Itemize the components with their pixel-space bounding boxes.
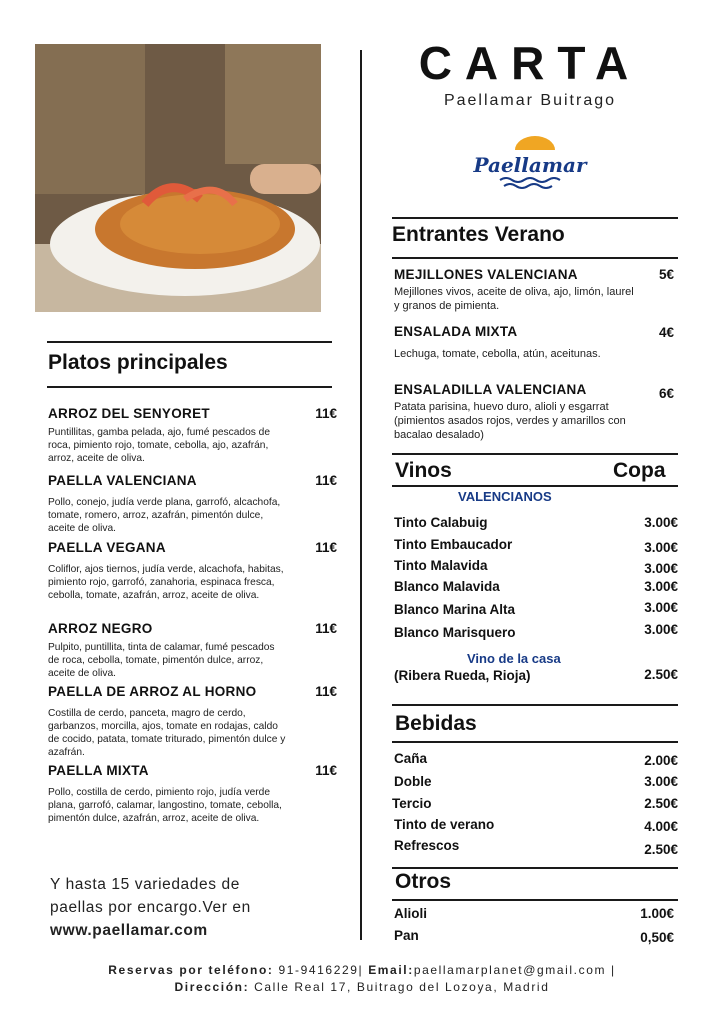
dish-description: Puntillitas, gamba pelada, ajo, fumé pescados de roca, pimiento rojo, tomate, cebolla, ajo, azafrán, arroz, aceite de oliva. [48,427,271,464]
address-label: Dirección: [174,980,250,994]
drink-name: Tercio [392,796,432,811]
starters-title: Entrantes Verano [392,223,565,246]
starters-rule-bottom [392,257,678,259]
wine-row [394,622,678,643]
house-wine-price: 2.50€ [644,667,678,682]
dish-name: ARROZ NEGRO [48,621,153,636]
house-wine-row [394,668,678,686]
main-section-rule-top [47,341,332,343]
drink-row [394,838,678,856]
paellamar-logo [470,128,590,194]
footer-contact-line [0,963,724,977]
wines-rule-bottom [392,485,678,487]
drinks-title: Bebidas [395,712,477,735]
dish-description: Pollo, conejo, judía verde plana, garrofó, alcachofa, tomate, romero, arroz, azafrán, pimentón dulce, aceite de oliva. [48,497,281,534]
menu-title: CARTA [418,37,642,89]
wine-name: Tinto Calabuig [394,515,488,530]
wine-price: 3.00€ [644,515,678,530]
dish-name: ARROZ DEL SENYORET [48,406,210,421]
drink-price: 3.00€ [644,774,678,789]
starters-rule-top [392,217,678,219]
drink-name: Refrescos [394,838,460,853]
main-section-rule-bottom [47,386,332,388]
drink-price: 2.50€ [644,796,678,811]
dish-description: Pollo, costilla de cerdo, pimiento rojo, judía verde plana, garrofó, calamar, langostino, tomate, cebolla, pimentón dulce, azafrán, arroz, aceite de oliva. [48,787,282,824]
drink-row [394,817,678,835]
dish-item [48,684,343,759]
drinks-rule-top [392,704,678,706]
dish-price: 11€ [315,540,337,555]
wine-price: 3.00€ [644,600,678,615]
starter-description: Mejillones vivos, aceite de oliva, ajo, limón, laurel y granos de pimienta. [394,286,634,312]
dish-description: Pulpito, puntillita, tinta de calamar, fumé pescados de roca, cebolla, tomate, pimentón dulce, arroz, aceite de oliva. [48,642,275,679]
dish-description: Coliflor, ajos tiernos, judía verde, alcachofa, habitas, pimiento rojo, garrofó, zanahoria, espinaca fresca, cebolla, tomate, azafrán, arroz, aceite de oliva. [48,564,284,601]
dish-name: PAELLA VEGANA [48,540,166,555]
dish-item [48,406,343,465]
restaurant-name: Paellamar Buitrago [443,92,617,109]
drink-row [394,751,678,769]
address-text: Calle Real 17, Buitrago del Lozoya, Madrid [254,980,550,994]
starter-description: Patata parisina, huevo duro, alioli y esgarrat (pimientos asados rojos, verdes y amarillos con bacalao desalado) [394,401,626,441]
dish-price: 11€ [315,473,337,488]
starter-name: ENSALADILLA VALENCIANA [394,382,587,397]
dish-description: Costilla de cerdo, panceta, magro de cerdo, garbanzos, morcilla, ajos, tomate en rodajas, caldo de cocido, patata, tomate triturado, pimentón dulce y azafrán. [48,708,286,758]
wine-name: Blanco Marisquero [394,625,516,640]
wine-row [394,602,678,620]
other-name: Pan [394,928,419,943]
starter-item [394,324,676,361]
wine-name: Tinto Malavida [394,558,488,573]
drink-row [392,796,676,814]
drinks-rule-bottom [392,741,678,743]
dish-price: 11€ [315,684,337,699]
email-label: Email: [368,963,414,977]
dish-item [48,540,343,602]
dish-item [48,621,343,680]
wine-row [394,515,678,533]
wine-price: 3.00€ [644,579,678,594]
starter-name: ENSALADA MIXTA [394,324,518,339]
starter-item [394,382,676,442]
main-section-title: Platos principales [48,351,228,374]
drink-name: Tinto de verano [394,817,495,832]
svg-text:Paellamar: Paellamar [473,153,587,177]
drink-price: 4.00€ [644,819,678,834]
footnote-line: paellas por encargo.Ver en [50,899,251,916]
dish-price: 11€ [315,406,337,421]
order-footnote [50,873,320,942]
dish-price: 11€ [315,763,337,778]
drink-price: 2.50€ [644,842,678,857]
paella-photo [35,44,321,312]
other-row [394,906,678,924]
house-wine-label: Vino de la casa [467,651,561,666]
others-title: Otros [395,870,452,893]
phone-label: Reservas por teléfono: [108,963,274,977]
website-link[interactable]: www.paellamar.com [50,922,208,939]
wines-title: Vinos [395,459,452,482]
others-rule-bottom [392,899,678,901]
dish-item [48,473,343,535]
wine-name: Blanco Marina Alta [394,602,516,617]
dish-name: PAELLA DE ARROZ AL HORNO [48,684,257,699]
starter-item [394,267,676,313]
drink-name: Doble [394,774,432,789]
phone-number[interactable]: 91-9416229| [278,963,364,977]
starter-description: Lechuga, tomate, cebolla, atún, aceitunas. [394,348,601,360]
starter-price: 4€ [658,325,674,340]
other-price: 1.00€ [640,906,674,921]
wine-row [394,558,678,576]
wine-price: 3.00€ [644,540,678,555]
house-wine-name: (Ribera Rueda, Rioja) [394,668,531,683]
wine-price: 3.00€ [644,561,678,576]
wines-copa-header: Copa [613,459,666,482]
wine-name: Blanco Malavida [394,579,500,594]
email-address[interactable]: paellamarplanet@gmail.com | [413,963,616,977]
other-name: Alioli [394,906,427,921]
wines-group-label: VALENCIANOS [458,489,552,504]
starter-price: 5€ [658,267,674,282]
dish-name: PAELLA VALENCIANA [48,473,197,488]
other-price: 0,50€ [640,930,674,945]
starter-price: 6€ [658,386,674,401]
wine-row [394,579,678,597]
dish-name: PAELLA MIXTA [48,763,149,778]
drink-price: 2.00€ [644,753,678,768]
footer-address-line [0,980,724,994]
others-rule-top [392,867,678,869]
other-row [394,928,678,946]
wine-name: Tinto Embaucador [394,537,513,552]
wines-rule-top [392,453,678,455]
dish-price: 11€ [315,621,337,636]
starter-name: MEJILLONES VALENCIANA [394,267,578,282]
drink-row [394,774,678,792]
drink-name: Caña [394,751,428,766]
column-divider [360,50,362,940]
wine-row [394,537,678,555]
footnote-line: Y hasta 15 variedades de [50,876,240,893]
dish-item [48,763,343,825]
wine-price: 3.00€ [644,622,678,637]
